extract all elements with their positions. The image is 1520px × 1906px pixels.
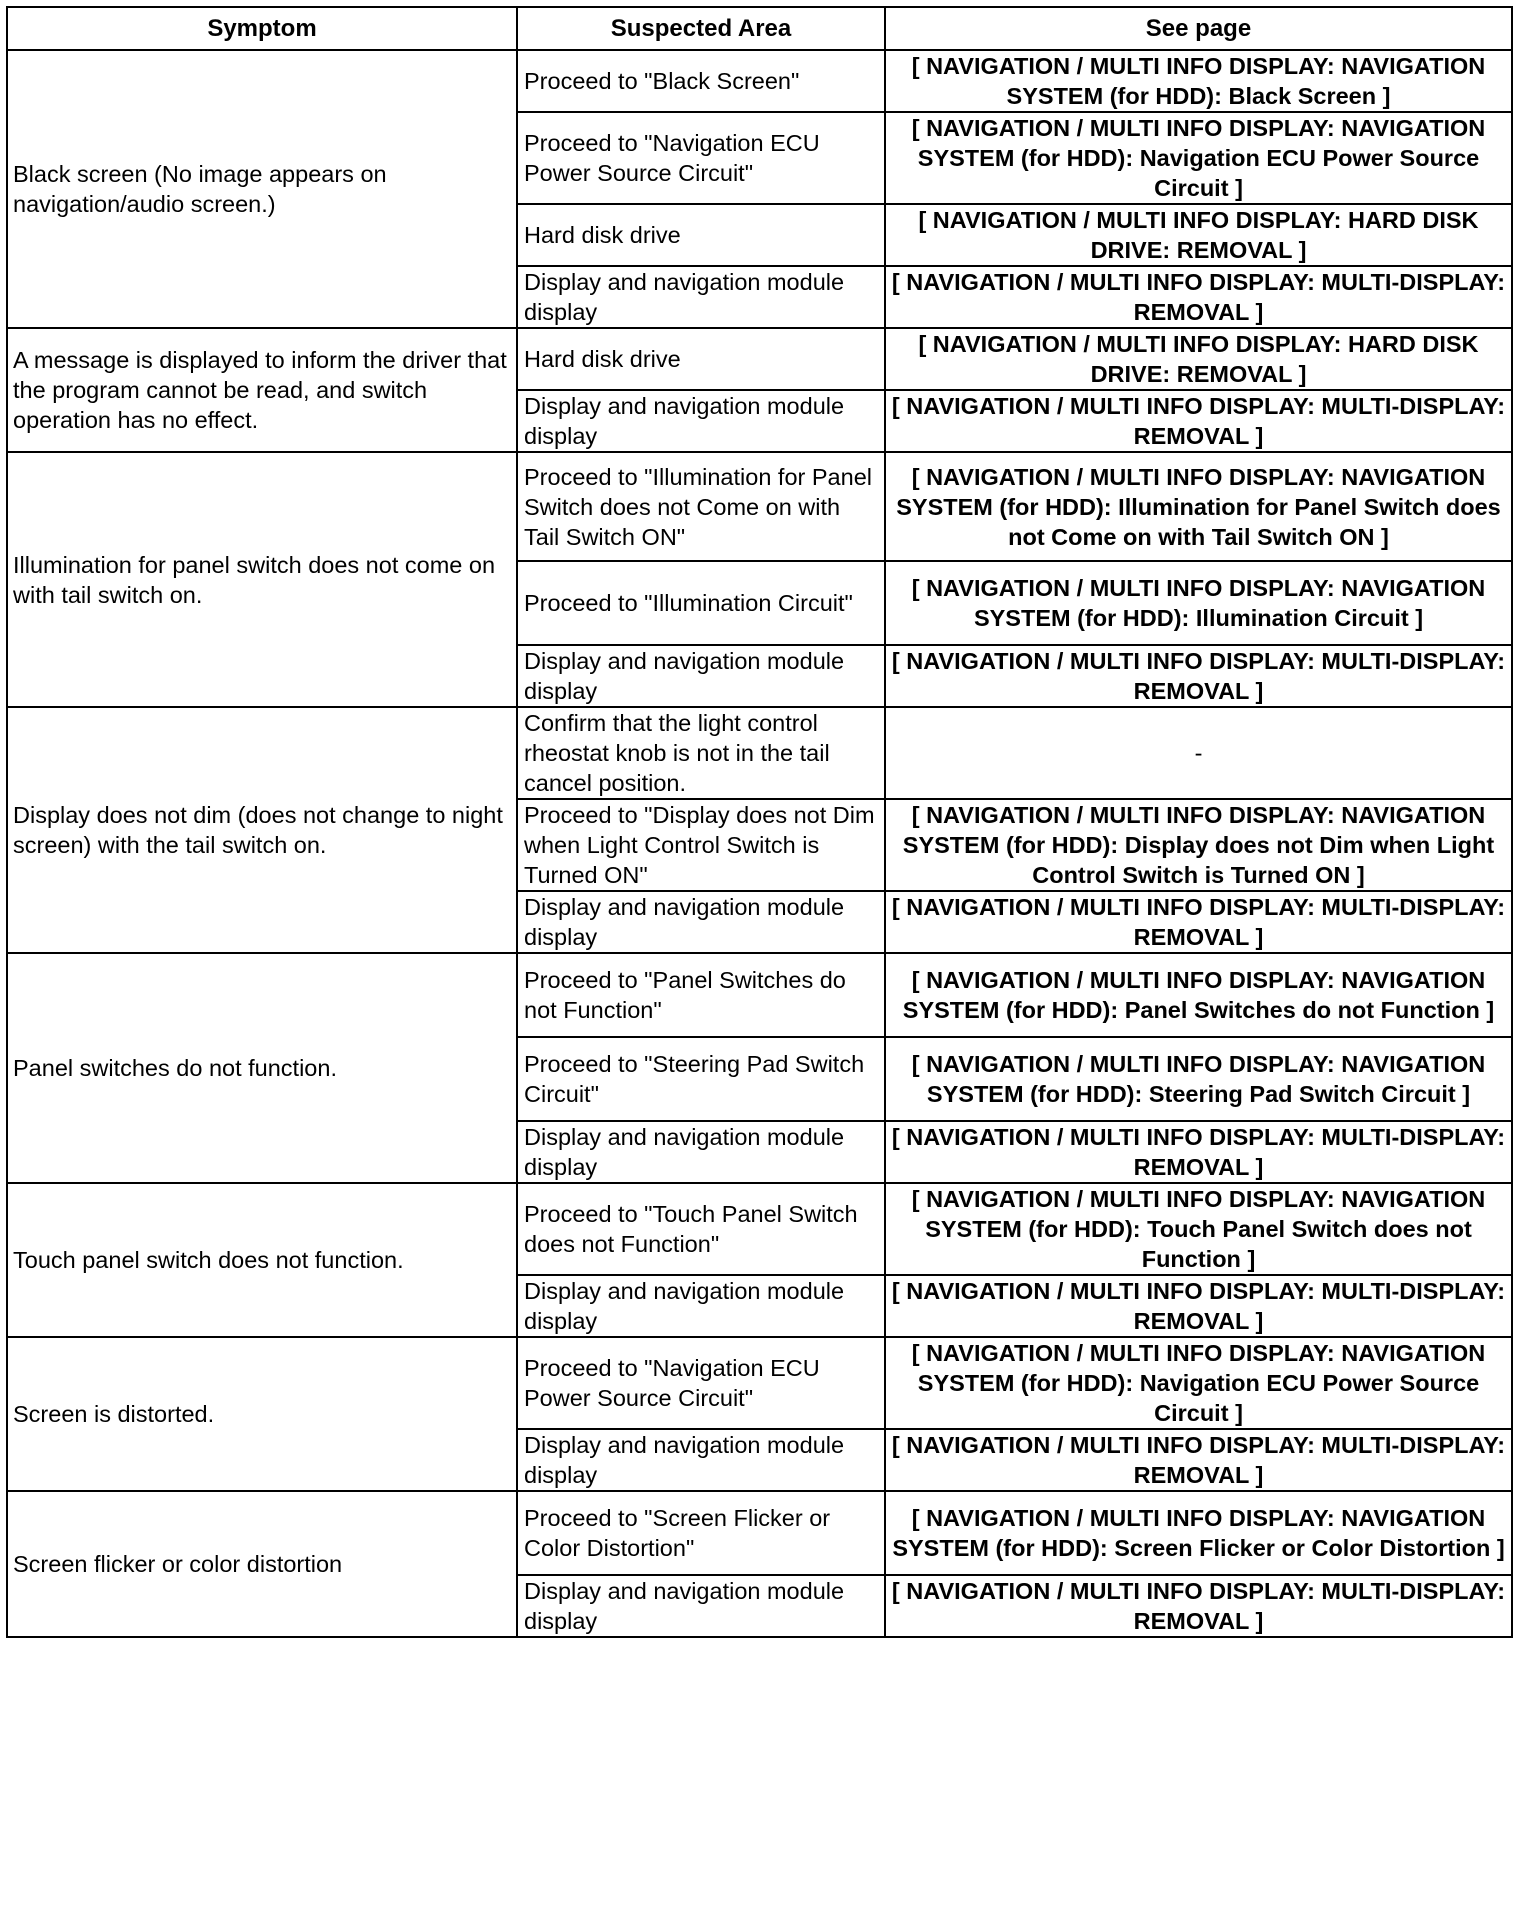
suspected-area-cell: Display and navigation module display: [517, 1575, 885, 1637]
header-suspected-area: Suspected Area: [517, 7, 885, 50]
see-page-link[interactable]: [ NAVIGATION / MULTI INFO DISPLAY: NAVIGATION SYSTEM (for HDD): Touch Panel Switch does not Function ]: [885, 1183, 1512, 1275]
symptom-cell: Illumination for panel switch does not come on with tail switch on.: [7, 452, 517, 707]
table-row: [7, 452, 1512, 561]
table-row: [7, 1491, 1512, 1575]
symptom-cell: Black screen (No image appears on navigation/audio screen.): [7, 50, 517, 328]
symptom-cell: Display does not dim (does not change to night screen) with the tail switch on.: [7, 707, 517, 953]
suspected-area-cell: Proceed to "Panel Switches do not Function": [517, 953, 885, 1037]
symptom-cell: Screen flicker or color distortion: [7, 1491, 517, 1637]
suspected-area-cell: Proceed to "Display does not Dim when Light Control Switch is Turned ON": [517, 799, 885, 891]
see-page-link[interactable]: [ NAVIGATION / MULTI INFO DISPLAY: NAVIGATION SYSTEM (for HDD): Display does not Dim when Light Control Switch is Turned ON ]: [885, 799, 1512, 891]
header-row: [7, 7, 1512, 50]
suspected-area-cell: Proceed to "Navigation ECU Power Source Circuit": [517, 1337, 885, 1429]
suspected-area-cell: Proceed to "Illumination Circuit": [517, 561, 885, 645]
suspected-area-cell: Proceed to "Steering Pad Switch Circuit": [517, 1037, 885, 1121]
see-page-link[interactable]: [ NAVIGATION / MULTI INFO DISPLAY: MULTI-DISPLAY: REMOVAL ]: [885, 390, 1512, 452]
suspected-area-cell: Display and navigation module display: [517, 1275, 885, 1337]
see-page-link[interactable]: [ NAVIGATION / MULTI INFO DISPLAY: MULTI-DISPLAY: REMOVAL ]: [885, 645, 1512, 707]
see-page-link[interactable]: [ NAVIGATION / MULTI INFO DISPLAY: NAVIGATION SYSTEM (for HDD): Screen Flicker or Color Distortion ]: [885, 1491, 1512, 1575]
table-row: [7, 1183, 1512, 1275]
table-header: [7, 7, 1512, 50]
suspected-area-cell: Proceed to "Screen Flicker or Color Distortion": [517, 1491, 885, 1575]
suspected-area-cell: Proceed to "Illumination for Panel Switch does not Come on with Tail Switch ON": [517, 452, 885, 561]
header-symptom: Symptom: [7, 7, 517, 50]
table-row: [7, 328, 1512, 390]
see-page-link[interactable]: [ NAVIGATION / MULTI INFO DISPLAY: NAVIGATION SYSTEM (for HDD): Navigation ECU Power Source Circuit ]: [885, 112, 1512, 204]
see-page-link[interactable]: [ NAVIGATION / MULTI INFO DISPLAY: MULTI-DISPLAY: REMOVAL ]: [885, 891, 1512, 953]
suspected-area-cell: Hard disk drive: [517, 204, 885, 266]
suspected-area-cell: Proceed to "Black Screen": [517, 50, 885, 112]
see-page-link[interactable]: [ NAVIGATION / MULTI INFO DISPLAY: MULTI-DISPLAY: REMOVAL ]: [885, 1121, 1512, 1183]
suspected-area-cell: Display and navigation module display: [517, 266, 885, 328]
table-row: [7, 50, 1512, 112]
see-page-link[interactable]: [ NAVIGATION / MULTI INFO DISPLAY: MULTI-DISPLAY: REMOVAL ]: [885, 1575, 1512, 1637]
symptom-table: [6, 6, 1513, 1638]
suspected-area-cell: Display and navigation module display: [517, 1121, 885, 1183]
header-see-page: See page: [885, 7, 1512, 50]
symptom-cell: A message is displayed to inform the driver that the program cannot be read, and switch operation has no effect.: [7, 328, 517, 452]
see-page-link[interactable]: [ NAVIGATION / MULTI INFO DISPLAY: MULTI-DISPLAY: REMOVAL ]: [885, 1275, 1512, 1337]
see-page-link[interactable]: [ NAVIGATION / MULTI INFO DISPLAY: MULTI-DISPLAY: REMOVAL ]: [885, 1429, 1512, 1491]
see-page-link[interactable]: [ NAVIGATION / MULTI INFO DISPLAY: NAVIGATION SYSTEM (for HDD): Navigation ECU Power Source Circuit ]: [885, 1337, 1512, 1429]
see-page-link[interactable]: [ NAVIGATION / MULTI INFO DISPLAY: NAVIGATION SYSTEM (for HDD): Panel Switches do not Function ]: [885, 953, 1512, 1037]
symptom-cell: Touch panel switch does not function.: [7, 1183, 517, 1337]
table-row: [7, 953, 1512, 1037]
suspected-area-cell: Display and navigation module display: [517, 891, 885, 953]
table-row: [7, 707, 1512, 799]
see-page-link: -: [885, 707, 1512, 799]
symptom-cell: Panel switches do not function.: [7, 953, 517, 1183]
suspected-area-cell: Display and navigation module display: [517, 390, 885, 452]
see-page-link[interactable]: [ NAVIGATION / MULTI INFO DISPLAY: HARD DISK DRIVE: REMOVAL ]: [885, 328, 1512, 390]
see-page-link[interactable]: [ NAVIGATION / MULTI INFO DISPLAY: NAVIGATION SYSTEM (for HDD): Illumination Circuit ]: [885, 561, 1512, 645]
table-body: [7, 50, 1512, 1637]
symptom-cell: Screen is distorted.: [7, 1337, 517, 1491]
suspected-area-cell: Hard disk drive: [517, 328, 885, 390]
see-page-link[interactable]: [ NAVIGATION / MULTI INFO DISPLAY: MULTI-DISPLAY: REMOVAL ]: [885, 266, 1512, 328]
suspected-area-cell: Proceed to "Navigation ECU Power Source Circuit": [517, 112, 885, 204]
see-page-link[interactable]: [ NAVIGATION / MULTI INFO DISPLAY: NAVIGATION SYSTEM (for HDD): Steering Pad Switch Circuit ]: [885, 1037, 1512, 1121]
suspected-area-cell: Confirm that the light control rheostat knob is not in the tail cancel position.: [517, 707, 885, 799]
suspected-area-cell: Display and navigation module display: [517, 1429, 885, 1491]
see-page-link[interactable]: [ NAVIGATION / MULTI INFO DISPLAY: HARD DISK DRIVE: REMOVAL ]: [885, 204, 1512, 266]
see-page-link[interactable]: [ NAVIGATION / MULTI INFO DISPLAY: NAVIGATION SYSTEM (for HDD): Black Screen ]: [885, 50, 1512, 112]
suspected-area-cell: Proceed to "Touch Panel Switch does not Function": [517, 1183, 885, 1275]
see-page-link[interactable]: [ NAVIGATION / MULTI INFO DISPLAY: NAVIGATION SYSTEM (for HDD): Illumination for Panel Switch does not Come on with Tail Switch ON ]: [885, 452, 1512, 561]
table-row: [7, 1337, 1512, 1429]
suspected-area-cell: Display and navigation module display: [517, 645, 885, 707]
